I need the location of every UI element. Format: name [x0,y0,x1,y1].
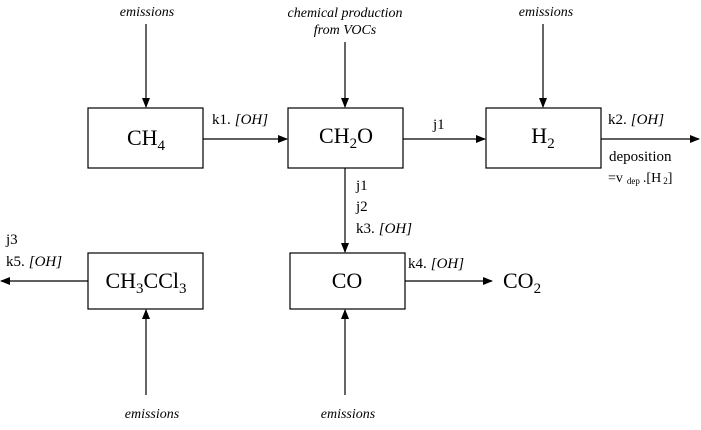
h2-label: $H_2$ [531,123,555,152]
ch2o-label: $CH_2O$ [319,123,373,152]
ch4-label: $CH_4$ [126,125,166,154]
j3-label: j3 [6,232,18,248]
k3-label: k3. [OH] [356,221,413,237]
chemical-production-label-line2: from VOCs [313,23,377,38]
emissions-label-h2: emissions [518,5,574,20]
deposition-formula: =v dep .[H 2] [608,171,673,186]
j2-down-label: j2 [356,199,368,215]
co-label: CO [331,268,363,293]
emissions-label-ch4: emissions [119,5,175,20]
k2-label: k2. [OH] [608,112,665,128]
k1-label: k1. [OH] [212,112,269,128]
emissions-label-co: emissions [320,407,376,422]
chemical-production-label-line1: chemical production [287,6,403,21]
ch3ccl3-label: $CH_3CCl_3$ [105,268,187,297]
j1-top-label: j1 [433,117,445,133]
deposition-label: deposition [609,149,672,165]
j1-down-label: j1 [356,178,368,194]
k5-label: k5. [OH] [6,254,63,270]
k4-label: k4. [OH] [408,256,465,272]
co2-label: $CO_2$ [503,268,542,297]
emissions-label-ch3ccl3: emissions [124,407,180,422]
